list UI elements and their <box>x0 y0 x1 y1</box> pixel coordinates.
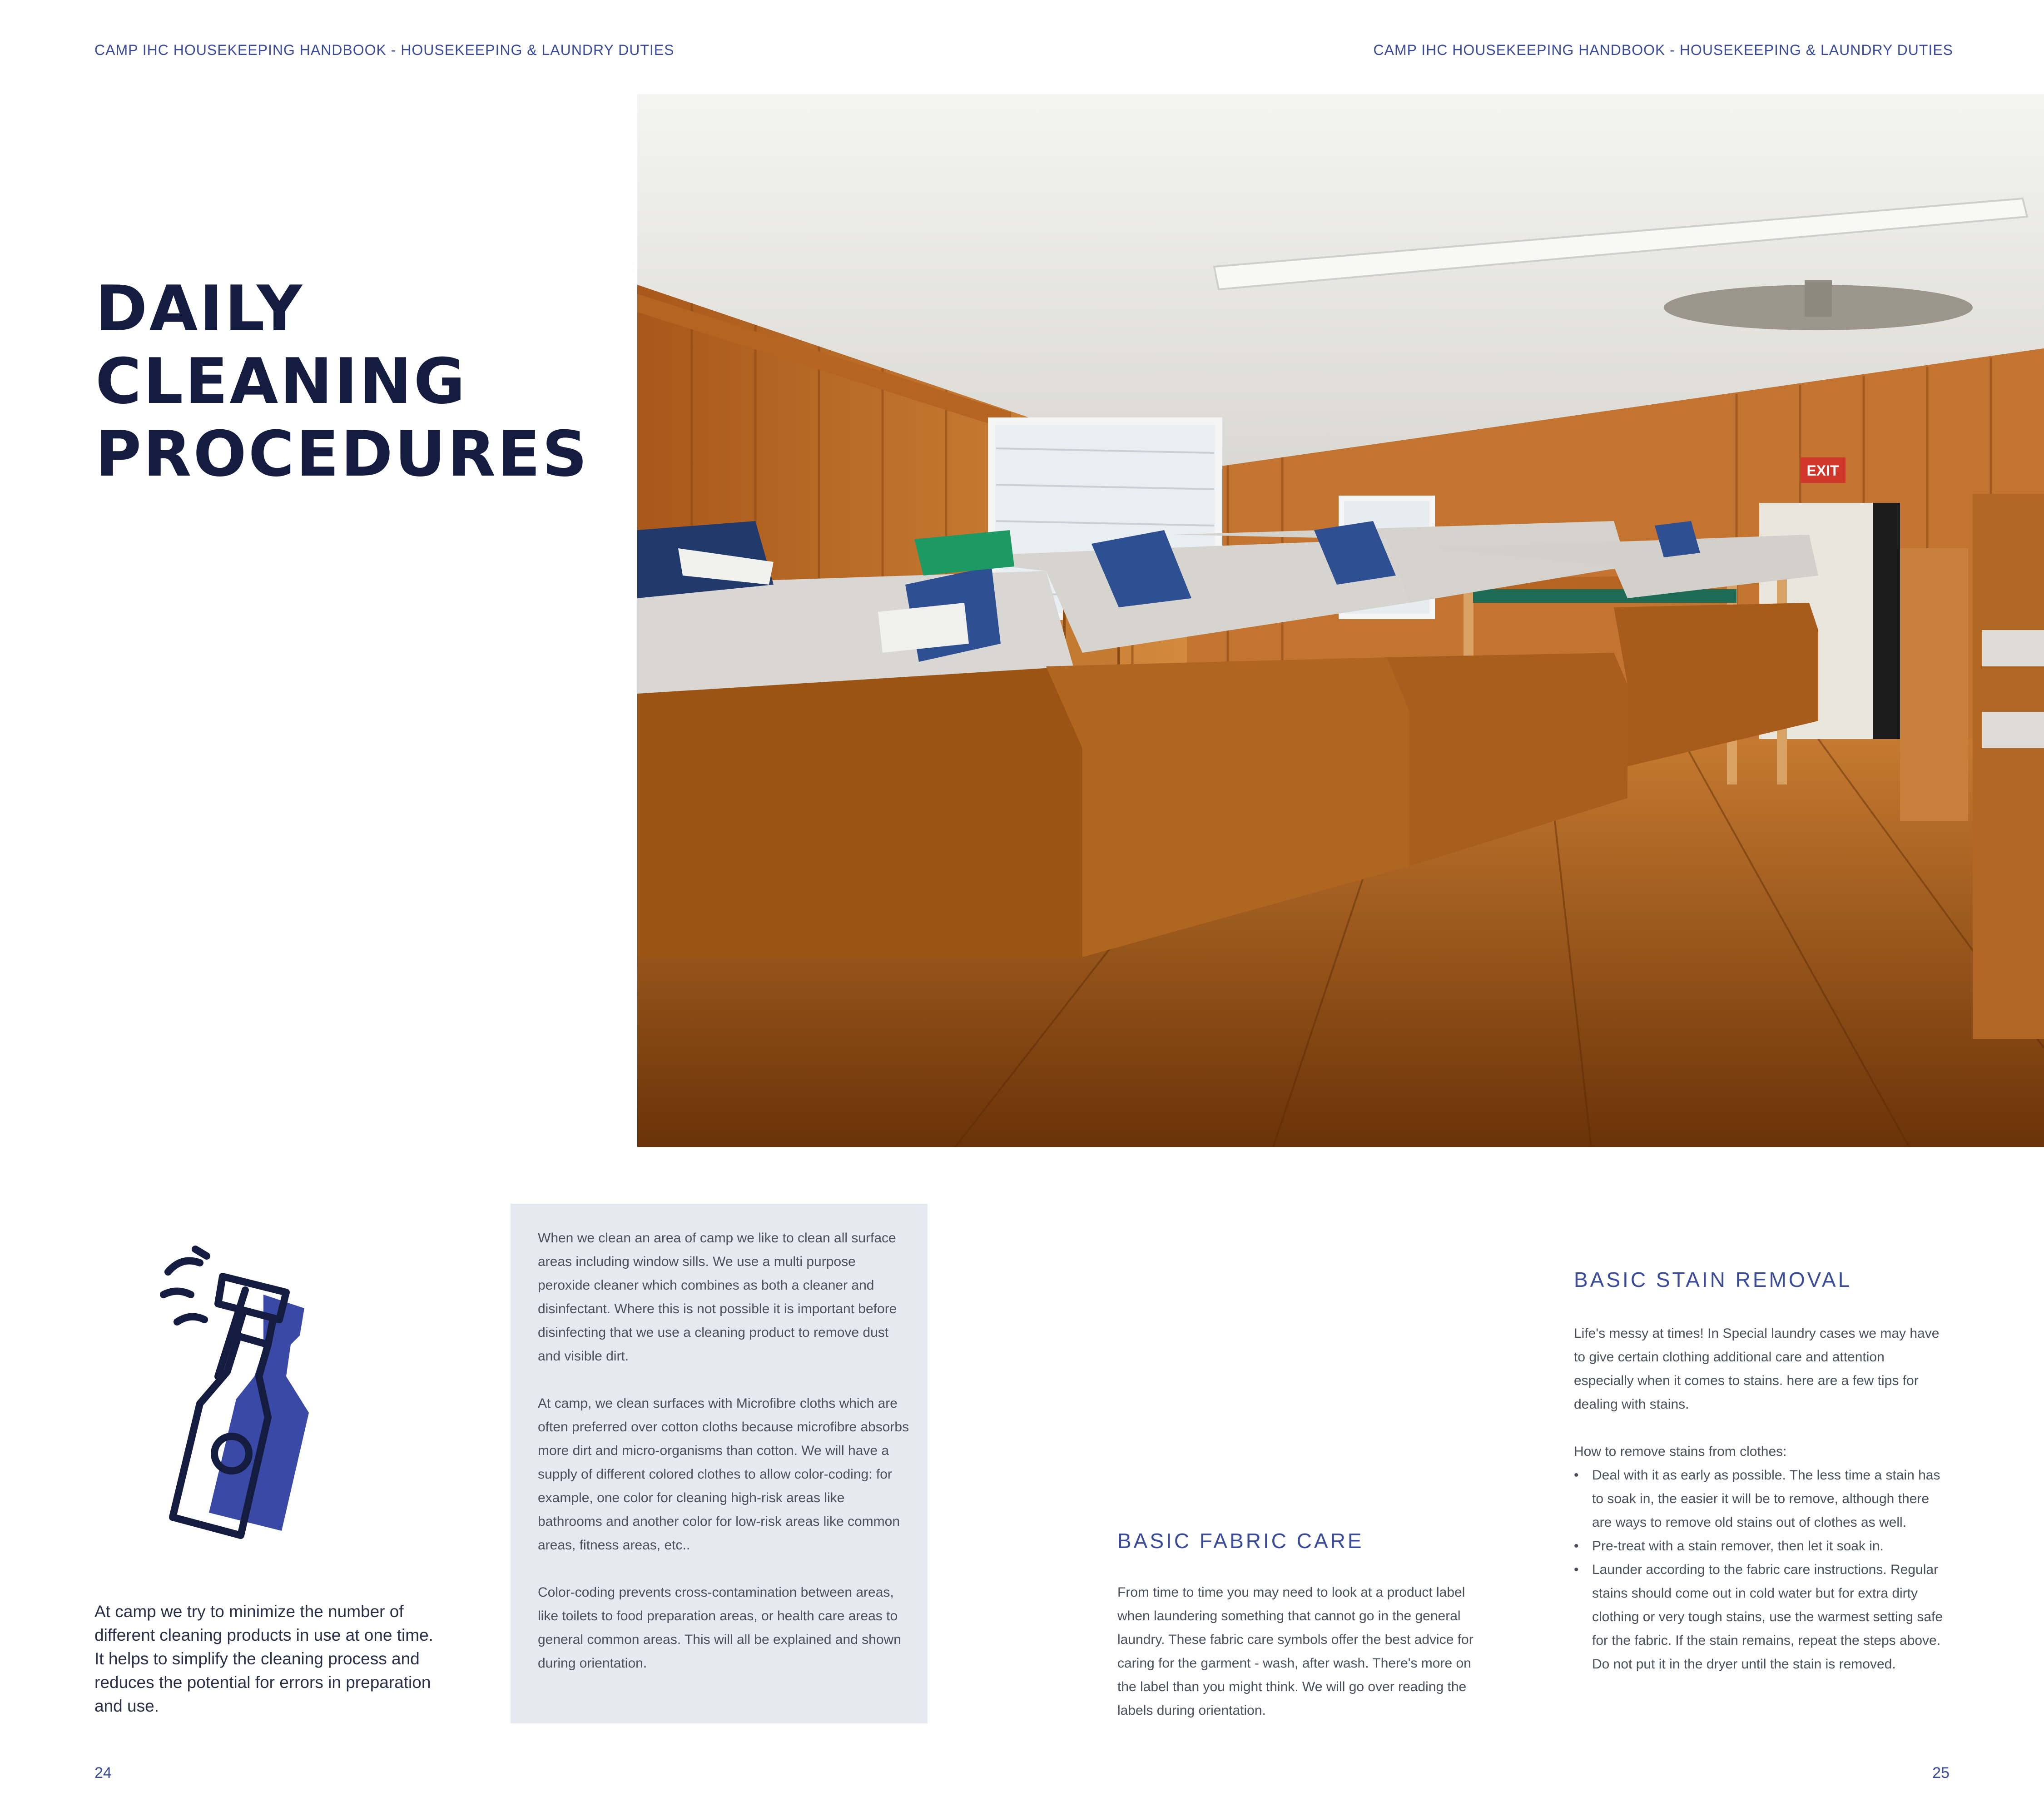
sidebar-paragraph-1: When we clean an area of camp we like to clean all surface areas including window sills. We use a multi purpose peroxide cleaner which combines as both a cleaner and disinfectant. Where this is not possible it is important before disinfecting that we use a cleaning product to remove dust and visible dirt. <box>538 1231 897 1364</box>
fabric-care-body: From time to time you may need to look at a product label when laundering something that cannot go in the general laundry. These fabric care symbols offer the best advice for caring for the garment - wash, after wash. There's more on the label than you might think. We will go over reading the labels during orientation. <box>1117 1585 1473 1718</box>
page-number-right: 25 <box>1932 1764 1950 1782</box>
page-title <box>95 273 595 491</box>
sidebar-paragraph-3: Color-coding prevents cross-contamination between areas, like toilets to food preparation areas, or health care areas to general common areas. This will all be explained and shown during orientation. <box>538 1585 901 1671</box>
dormitory-photo <box>637 94 2044 1147</box>
exit-sign-label: EXIT <box>1806 462 1839 479</box>
dormitory-illustration <box>637 94 2044 1147</box>
stain-removal-body <box>1574 1322 1946 1676</box>
stain-removal-list <box>1574 1464 1946 1676</box>
running-head-left: CAMP IHC HOUSEKEEPING HANDBOOK - HOUSEKEEPING & LAUNDRY DUTIES <box>94 42 675 58</box>
stain-removal-list-title: How to remove stains from clothes: <box>1574 1444 1787 1459</box>
title-line-1: DAILY CLEANING <box>95 272 467 418</box>
sidebar-text <box>538 1226 910 1699</box>
intro-paragraph: At camp we try to minimize the number of different cleaning products in use at one time. It helps to simplify the cleaning process and reduces the potential for errors in preparation and use. <box>94 1602 433 1715</box>
spray-bottle-icon <box>150 1240 363 1540</box>
fabric-care-heading: BASIC FABRIC CARE <box>1117 1529 1364 1553</box>
list-item: • Launder according to the fabric care instructions. Regular stains should come out in cold water but for extra dirty clothing or very tough stains, use the warmest setting safe for the fabric. If the stain remains, repeat the steps above. Do not put it in the dryer until the stain is removed. <box>1574 1558 1946 1676</box>
stain-removal-intro: Life's messy at times! In Special laundry cases we may have to give certain clothing additional care and attention especially when it comes to stains. here are a few tips for dealing with stains. <box>1574 1326 1940 1412</box>
title-line-2: PROCEDURES <box>95 417 589 491</box>
sidebar-paragraph-2: At camp, we clean surfaces with Microfibre cloths which are often preferred over cotton cloths because microfibre absorbs more dirt and micro-organisms than cotton. We will have a supply of different colored clothes to allow color-coding: for example, one color for cleaning high-risk areas like bathrooms and another color for low-risk areas like common areas, fitness areas, etc.. <box>538 1396 909 1553</box>
list-item: • Deal with it as early as possible. The less time a stain has to soak in, the easier it will be to remove, although there are ways to remove old stains out of clothes as well. <box>1574 1464 1946 1534</box>
stain-removal-heading: BASIC STAIN REMOVAL <box>1574 1268 1852 1291</box>
list-item: • Pre-treat with a stain remover, then let it soak in. <box>1574 1534 1946 1558</box>
running-head-right: CAMP IHC HOUSEKEEPING HANDBOOK - HOUSEKEEPING & LAUNDRY DUTIES <box>1373 42 1953 58</box>
page-number-left: 24 <box>94 1764 112 1782</box>
